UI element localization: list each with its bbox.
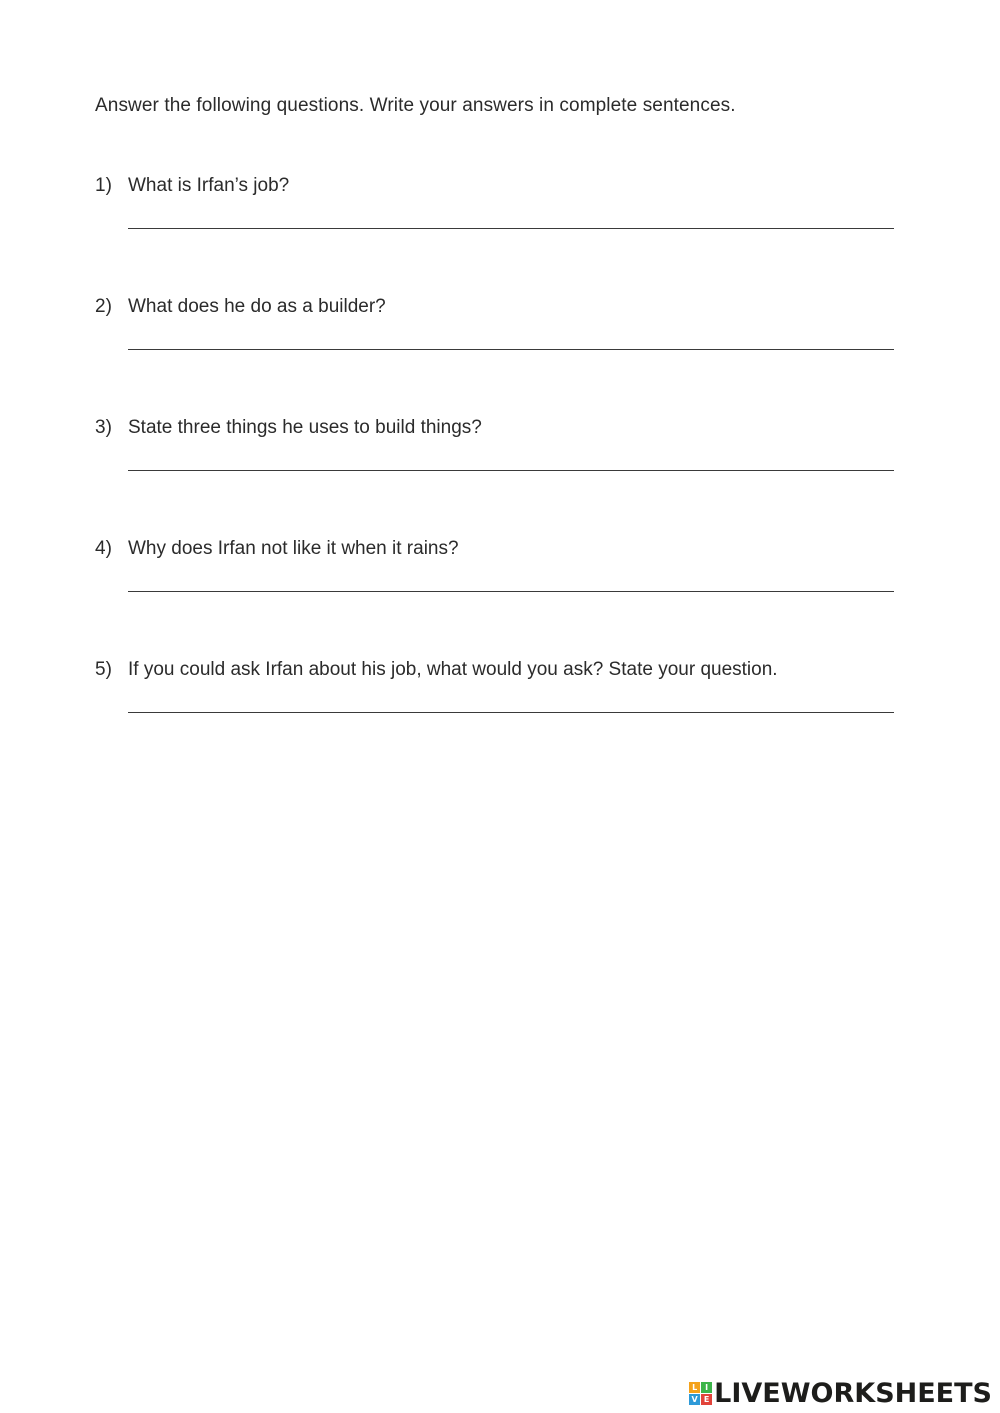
answer-line-2[interactable] bbox=[128, 349, 894, 350]
answer-line-1[interactable] bbox=[128, 228, 894, 229]
question-number: 4) bbox=[95, 538, 112, 559]
question-4 bbox=[95, 538, 905, 608]
question-text: Why does Irfan not like it when it rains? bbox=[128, 538, 459, 559]
answer-line-5[interactable] bbox=[128, 712, 894, 713]
logo-mark-letter: V bbox=[689, 1394, 700, 1405]
logo-mark-icon bbox=[689, 1382, 712, 1405]
question-number: 3) bbox=[95, 417, 112, 438]
liveworksheets-logo bbox=[689, 1377, 992, 1409]
question-2 bbox=[95, 296, 905, 366]
question-3 bbox=[95, 417, 905, 487]
question-number: 2) bbox=[95, 296, 112, 317]
question-number: 1) bbox=[95, 175, 112, 196]
logo-mark-letter: E bbox=[701, 1394, 712, 1405]
question-text: State three things he uses to build things? bbox=[128, 417, 482, 438]
question-text: What is Irfan’s job? bbox=[128, 175, 290, 196]
question-text: What does he do as a builder? bbox=[128, 296, 386, 317]
logo-mark-letter: L bbox=[689, 1382, 700, 1393]
question-text: If you could ask Irfan about his job, what would you ask? State your question. bbox=[128, 659, 778, 680]
question-number: 5) bbox=[95, 659, 112, 680]
answer-line-3[interactable] bbox=[128, 470, 894, 471]
answer-line-4[interactable] bbox=[128, 591, 894, 592]
instructions-text: Answer the following questions. Write your answers in complete sentences. bbox=[95, 95, 736, 116]
logo-mark-letter: I bbox=[701, 1382, 712, 1393]
logo-text: LIVEWORKSHEETS bbox=[714, 1377, 992, 1409]
question-5 bbox=[95, 659, 905, 729]
question-1 bbox=[95, 175, 905, 245]
